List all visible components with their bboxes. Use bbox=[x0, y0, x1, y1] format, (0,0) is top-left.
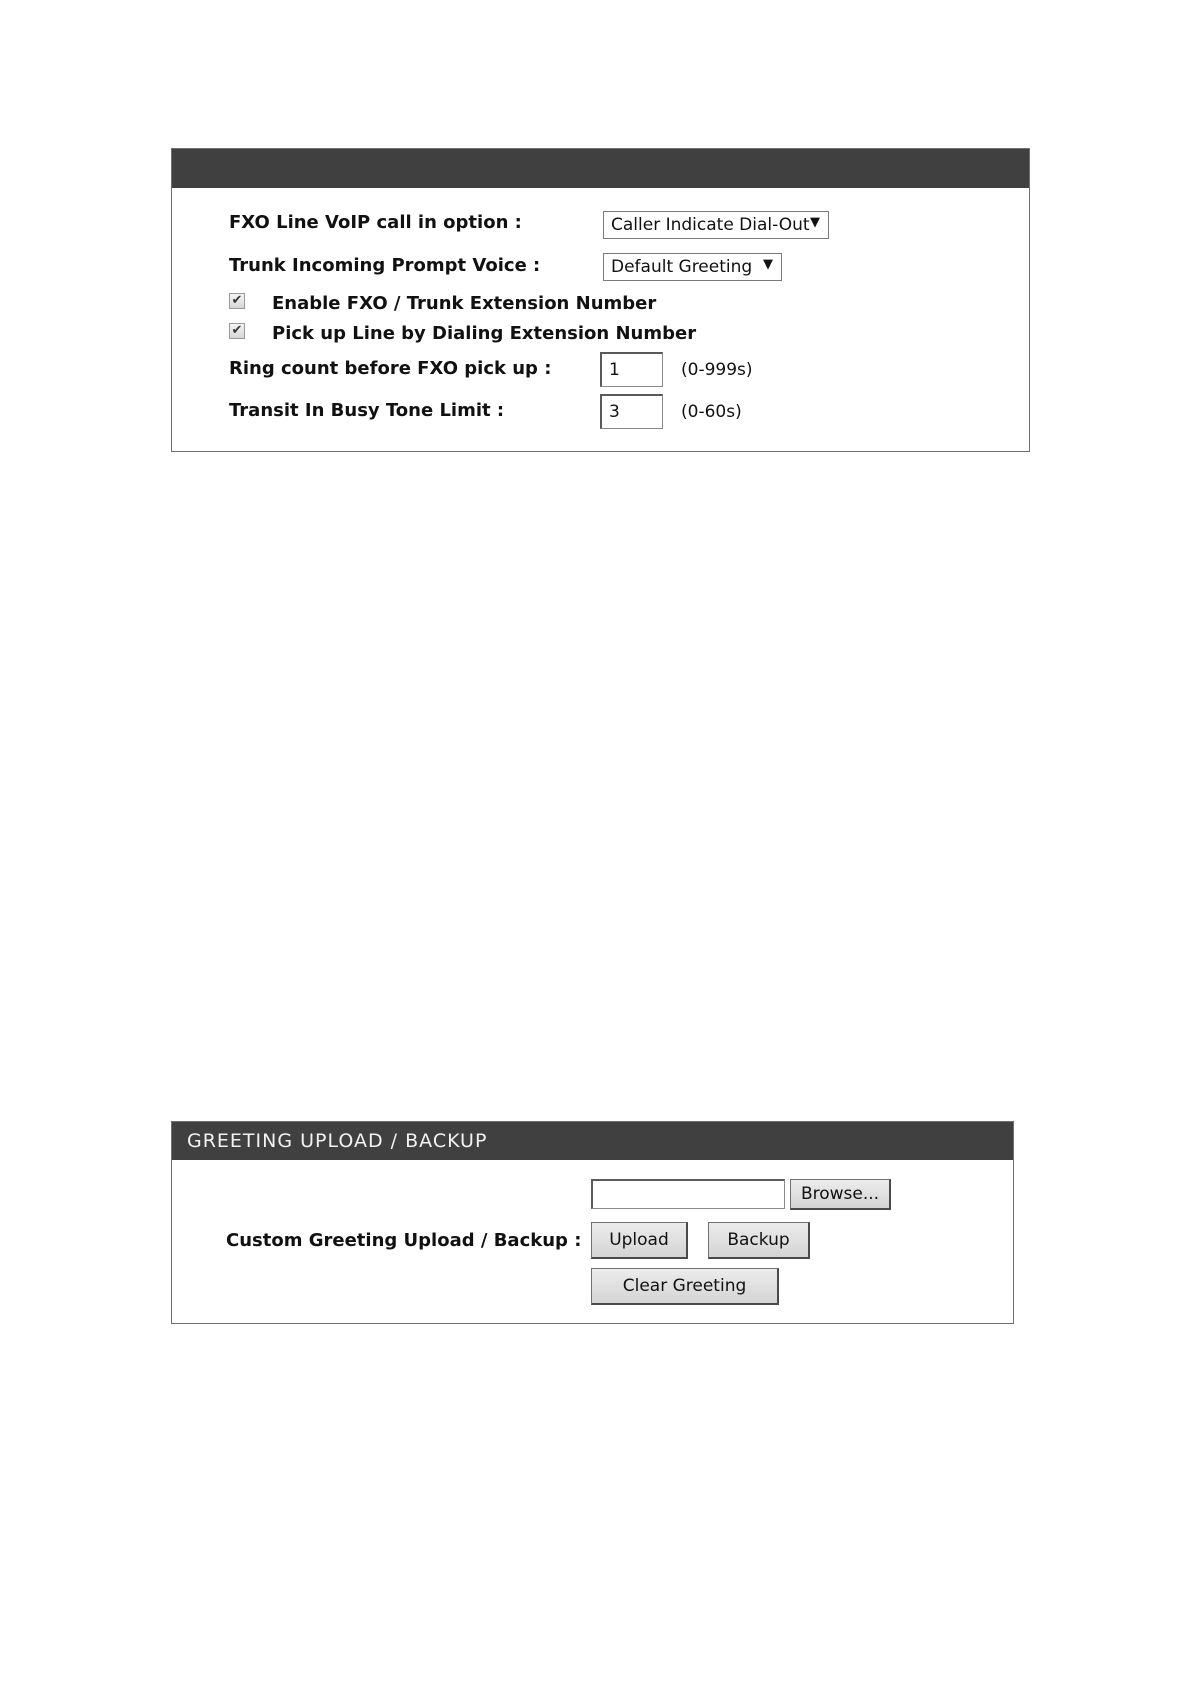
checkmark-icon: ✔ bbox=[231, 323, 243, 338]
greeting-panel-header bbox=[172, 1122, 1013, 1160]
ring-count-input[interactable] bbox=[600, 352, 663, 387]
checkmark-icon: ✔ bbox=[231, 293, 243, 308]
backup-button[interactable]: Backup bbox=[708, 1222, 810, 1259]
chevron-down-icon: ▼ bbox=[763, 257, 773, 272]
fxo-panel-header bbox=[172, 149, 1029, 188]
chevron-down-icon: ▼ bbox=[810, 215, 820, 230]
enable-extension-label: Enable FXO / Trunk Extension Number bbox=[272, 293, 657, 314]
busy-tone-label: Transit In Busy Tone Limit : bbox=[229, 400, 505, 421]
enable-extension-checkbox[interactable] bbox=[229, 293, 245, 309]
busy-tone-input[interactable] bbox=[600, 394, 663, 429]
voip-call-in-selected: Caller Indicate Dial-Out bbox=[611, 215, 810, 235]
greeting-file-input[interactable] bbox=[591, 1179, 785, 1209]
prompt-voice-selected: Default Greeting bbox=[611, 257, 753, 277]
fxo-settings-panel bbox=[171, 148, 1030, 452]
voip-call-in-label: FXO Line VoIP call in option : bbox=[229, 212, 522, 233]
greeting-panel-title: GREETING UPLOAD / BACKUP bbox=[187, 1130, 488, 1152]
prompt-voice-label: Trunk Incoming Prompt Voice : bbox=[229, 255, 541, 276]
clear-greeting-button[interactable]: Clear Greeting bbox=[591, 1268, 779, 1305]
greeting-upload-panel bbox=[171, 1121, 1014, 1324]
busy-tone-value: 3 bbox=[609, 402, 620, 422]
ring-count-hint: (0-999s) bbox=[681, 360, 753, 380]
upload-button[interactable]: Upload bbox=[591, 1222, 688, 1259]
pickup-line-label: Pick up Line by Dialing Extension Number bbox=[272, 323, 697, 344]
prompt-voice-select[interactable] bbox=[603, 253, 782, 281]
ring-count-value: 1 bbox=[609, 360, 620, 380]
greeting-upload-label: Custom Greeting Upload / Backup : bbox=[226, 1230, 582, 1251]
voip-call-in-select[interactable] bbox=[603, 211, 829, 239]
ring-count-label: Ring count before FXO pick up : bbox=[229, 358, 552, 379]
browse-button[interactable]: Browse... bbox=[790, 1179, 891, 1210]
busy-tone-hint: (0-60s) bbox=[681, 402, 742, 422]
pickup-line-checkbox[interactable] bbox=[229, 323, 245, 339]
